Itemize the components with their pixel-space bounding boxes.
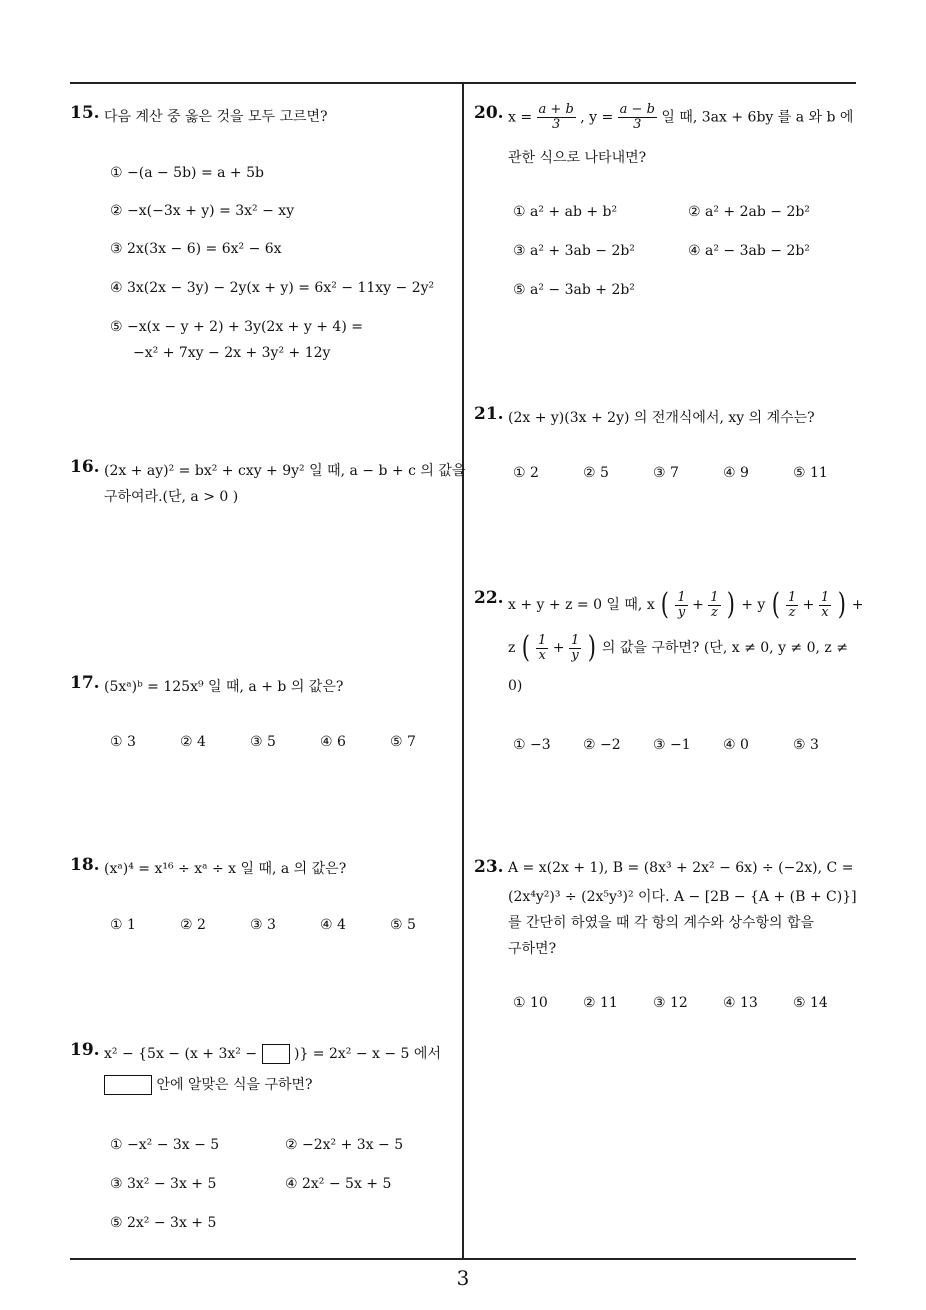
question-stem-line-3: 0) — [508, 678, 523, 694]
option-1[interactable]: ① 2 — [513, 465, 539, 481]
question-number: 22. — [474, 588, 504, 608]
numerator: 1 — [677, 589, 686, 605]
question-number: 19. — [70, 1040, 100, 1060]
y-fraction — [618, 103, 657, 132]
fraction-1-over-z — [786, 591, 798, 620]
question-number: 17. — [70, 673, 100, 693]
right-paren: ) — [587, 630, 596, 665]
blank-box — [104, 1075, 152, 1095]
fraction-1-over-z — [708, 591, 720, 620]
option-3[interactable]: ③ 7 — [653, 465, 679, 481]
x-equals: x = — [508, 109, 533, 126]
stem-line-2-text: 안에 알맞은 식을 구하면? — [156, 1077, 313, 1093]
question-stem-line-2: (2x⁴y²)³ ÷ (2x⁵y³)² 이다. A − [2B − {A + (B + C)}] — [508, 889, 857, 905]
column-divider — [462, 82, 464, 1260]
question-stem-line-1: (2x + ay)² = bx² + cxy + 9y² 일 때, a − b + c 의 값을 — [104, 463, 466, 479]
denominator: z — [708, 605, 720, 620]
left-paren: ( — [771, 587, 780, 622]
option-4[interactable]: ④ 9 — [723, 465, 749, 481]
left-paren: ( — [660, 587, 670, 622]
option-4[interactable]: ④ 0 — [723, 737, 749, 753]
question-stem-line-4: 구하면? — [508, 941, 557, 957]
right-paren: ) — [837, 587, 846, 622]
stem-text: 의 값을 구하면? (단, x ≠ 0, y ≠ 0, z ≠ — [601, 640, 848, 656]
y-equals: , y = — [580, 109, 614, 126]
option-4[interactable]: ④ 3x(2x − 3y) − 2y(x + y) = 6x² − 11xy − 2y² — [110, 280, 435, 296]
stem-part-b: )} = 2x² − x − 5 에서 — [293, 1046, 441, 1062]
page-number: 3 — [456, 1266, 470, 1290]
question-stem: (5xᵃ)ᵇ = 125x⁹ 일 때, a + b 의 값은? — [104, 679, 344, 695]
numerator: 1 — [710, 589, 719, 605]
option-1[interactable]: ① 3 — [110, 734, 136, 750]
question-stem: (2x + y)(3x + 2y) 의 전개식에서, xy 의 계수는? — [508, 410, 815, 426]
plus-sign: + — [692, 597, 704, 613]
option-4[interactable]: ④ 6 — [320, 734, 346, 750]
option-1[interactable]: ① 10 — [513, 995, 548, 1011]
numerator: a + b — [538, 102, 574, 117]
question-stem-line-3: 를 간단히 하였을 때 각 항의 계수와 상수항의 합을 — [508, 915, 815, 931]
option-1[interactable]: ① −3 — [513, 737, 551, 753]
x-fraction — [537, 103, 576, 132]
option-5[interactable]: ⑤ 11 — [793, 465, 828, 481]
option-5[interactable]: ⑤ 7 — [390, 734, 416, 750]
option-2[interactable]: ② 11 — [583, 995, 618, 1011]
question-number: 23. — [474, 857, 504, 877]
numerator: 1 — [538, 632, 547, 648]
option-3[interactable]: ③ 3x² − 3x + 5 — [110, 1176, 217, 1192]
question-stem-line-2 — [104, 1074, 313, 1095]
stem-part-a: x² − {5x − (x + 3x² − — [104, 1046, 258, 1062]
option-2[interactable]: ② −2x² + 3x − 5 — [285, 1137, 404, 1153]
fraction-1-over-x — [536, 634, 548, 663]
option-3[interactable]: ③ 2x(3x − 6) = 6x² − 6x — [110, 241, 282, 257]
option-3[interactable]: ③ 5 — [250, 734, 276, 750]
question-number: 18. — [70, 855, 100, 875]
option-4[interactable]: ④ a² − 3ab − 2b² — [688, 243, 810, 259]
question-stem-line-1 — [508, 103, 853, 132]
option-3[interactable]: ③ −1 — [653, 737, 691, 753]
right-paren: ) — [726, 587, 735, 622]
option-3[interactable]: ③ 3 — [250, 917, 276, 933]
option-2[interactable]: ② 2 — [180, 917, 206, 933]
option-2[interactable]: ② −2 — [583, 737, 621, 753]
numerator: 1 — [787, 589, 797, 605]
denominator: z — [786, 605, 798, 620]
fraction-1-over-x — [819, 591, 831, 620]
option-2[interactable]: ② 5 — [583, 465, 609, 481]
option-2[interactable]: ② 4 — [180, 734, 206, 750]
denominator: 3 — [618, 117, 657, 132]
question-number: 20. — [474, 103, 504, 123]
option-3[interactable]: ③ a² + 3ab − 2b² — [513, 243, 635, 259]
question-stem: (xᵃ)⁴ = x¹⁶ ÷ xᵃ ÷ x 일 때, a 의 값은? — [104, 861, 347, 877]
question-stem-line-1 — [508, 587, 864, 622]
question-number: 21. — [474, 404, 504, 424]
option-2[interactable]: ② −x(−3x + y) = 3x² − xy — [110, 203, 295, 219]
stem-tail: 일 때, 3ax + 6by 를 a 와 b 에 — [661, 109, 854, 126]
option-5[interactable]: ⑤ 3 — [793, 737, 819, 753]
fraction-1-over-y — [569, 634, 581, 663]
denominator: y — [675, 605, 687, 620]
stem-text: + y — [741, 597, 766, 613]
option-4[interactable]: ④ 13 — [723, 995, 758, 1011]
blank-box-inline — [262, 1044, 290, 1064]
plus-sign: + — [552, 640, 565, 656]
stem-text: + — [851, 597, 864, 613]
denominator: y — [569, 648, 581, 663]
option-5-continued: −x² + 7xy − 2x + 3y² + 12y — [133, 345, 331, 361]
option-1[interactable]: ① a² + ab + b² — [513, 204, 618, 220]
denominator: x — [819, 605, 831, 620]
question-stem-line-1: A = x(2x + 1), B = (8x³ + 2x² − 6x) ÷ (−2x), C = — [508, 860, 854, 876]
stem-text: z — [508, 640, 516, 656]
numerator: 1 — [820, 589, 830, 605]
option-5[interactable]: ⑤ 14 — [793, 995, 828, 1011]
option-4[interactable]: ④ 2x² − 5x + 5 — [285, 1176, 392, 1192]
option-4[interactable]: ④ 4 — [320, 917, 346, 933]
question-stem-line-2 — [508, 630, 848, 665]
option-5[interactable]: ⑤ −x(x − y + 2) + 3y(2x + y + 4) = — [110, 319, 363, 335]
question-stem-line-2: 구하여라.(단, a > 0 ) — [104, 489, 239, 505]
question-stem-line-1 — [104, 1043, 441, 1064]
option-2[interactable]: ② a² + 2ab − 2b² — [688, 204, 810, 220]
option-5[interactable]: ⑤ a² − 3ab + 2b² — [513, 282, 635, 298]
left-paren: ( — [521, 630, 530, 665]
denominator: x — [536, 648, 548, 663]
option-1[interactable]: ① −(a − 5b) = a + 5b — [110, 165, 264, 181]
numerator: 1 — [570, 632, 580, 648]
stem-text: x + y + z = 0 일 때, x — [508, 597, 655, 613]
question-stem-line-2: 관한 식으로 나타내면? — [508, 150, 647, 166]
question-number: 15. — [70, 103, 100, 123]
option-1[interactable]: ① −x² − 3x − 5 — [110, 1137, 220, 1153]
option-5[interactable]: ⑤ 2x² − 3x + 5 — [110, 1215, 217, 1231]
option-5[interactable]: ⑤ 5 — [390, 917, 416, 933]
fraction-1-over-y — [675, 591, 687, 620]
plus-sign: + — [802, 597, 815, 613]
numerator: a − b — [619, 102, 655, 117]
denominator: 3 — [537, 117, 576, 132]
option-1[interactable]: ① 1 — [110, 917, 136, 933]
question-number: 16. — [70, 457, 100, 477]
option-3[interactable]: ③ 12 — [653, 995, 688, 1011]
question-stem: 다음 계산 중 옳은 것을 모두 고르면? — [104, 109, 328, 125]
